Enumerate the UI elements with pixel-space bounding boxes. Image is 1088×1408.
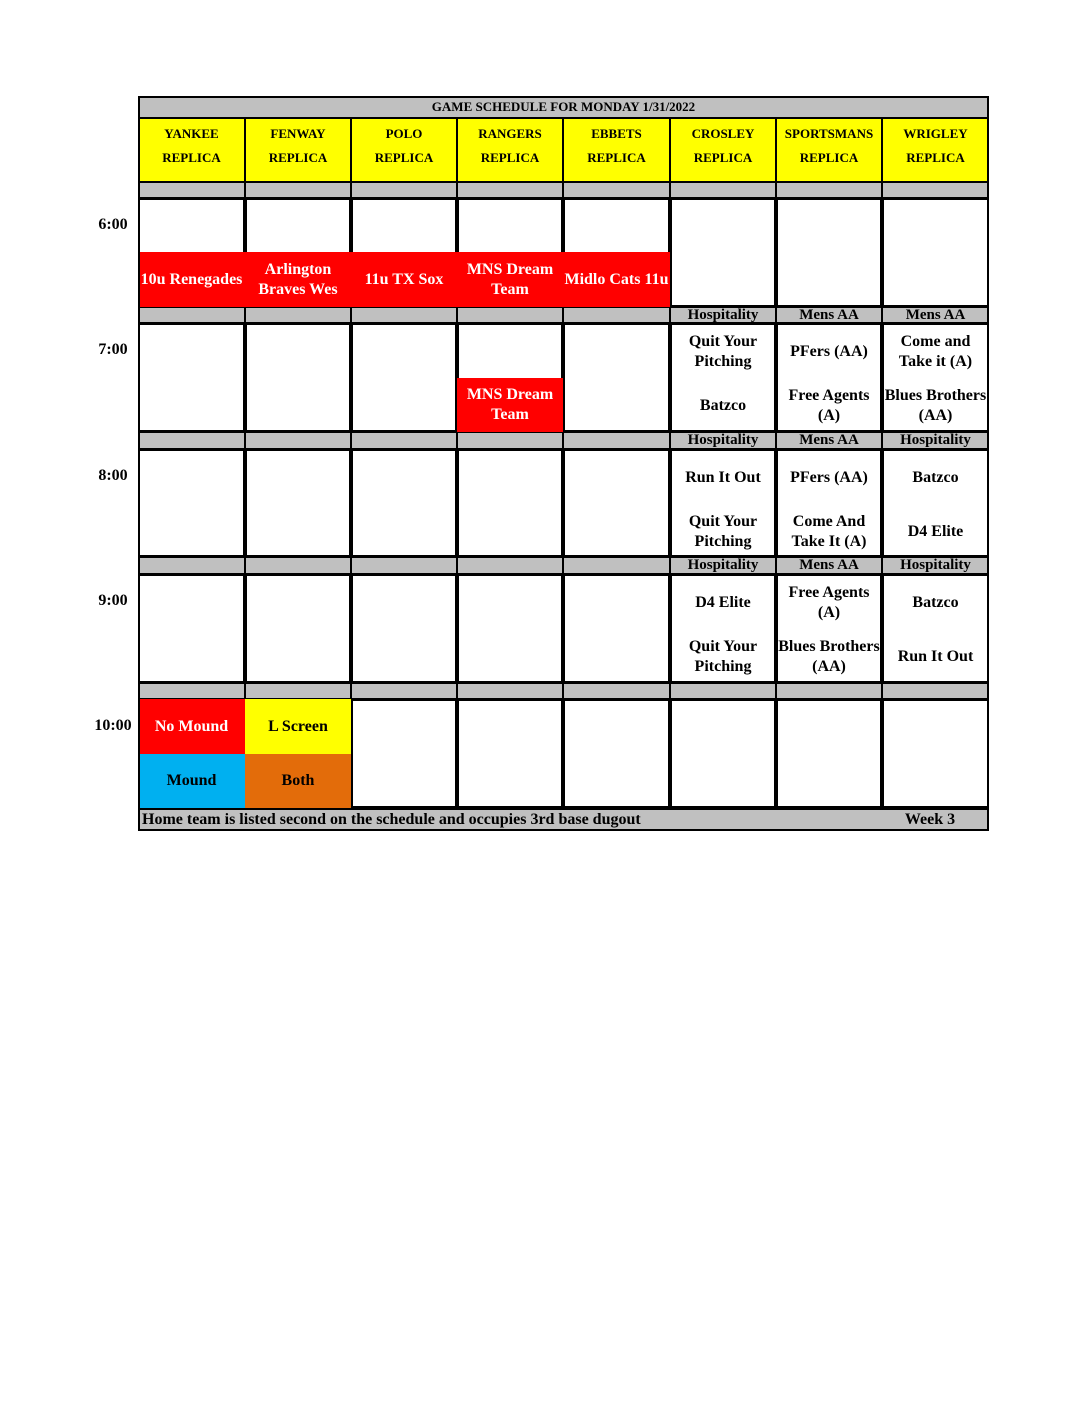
team-name: Quit Your Pitching [688, 333, 758, 370]
field-sub: REPLICA [906, 150, 965, 165]
outer-border [138, 96, 989, 831]
team-name: Run It Out [685, 469, 761, 486]
schedule-title: GAME SCHEDULE FOR MONDAY 1/31/2022 [431, 99, 696, 114]
field-sub: REPLICA [799, 150, 859, 165]
time-label: 10:00 [94, 717, 132, 734]
time-label: 8:00 [98, 467, 128, 484]
team-name: Batzco [912, 594, 959, 611]
division-label: Hospitality [687, 432, 759, 448]
legend-mound-label: Mound [166, 772, 217, 789]
team-name: Come and Take it (A) [898, 333, 973, 370]
field-sub: REPLICA [374, 150, 434, 165]
team-name: Free Agents (A) [788, 387, 870, 424]
time-label: 6:00 [98, 216, 128, 233]
team-name: 10u Renegades [140, 270, 243, 288]
team-name: Batzco [912, 469, 959, 486]
field-sub: REPLICA [480, 150, 540, 165]
division-label: Mens AA [799, 432, 859, 448]
team-name: MNS Dream Team [466, 260, 554, 298]
team-name: Run It Out [897, 648, 974, 665]
division-label: Hospitality [900, 432, 971, 448]
field-name: SPORTSMANS [784, 126, 874, 141]
team-name: PFers (AA) [790, 343, 868, 360]
team-name: Blues Brothers (AA) [778, 638, 880, 675]
team-name: Free Agents (A) [788, 584, 870, 621]
team-name: Quit Your Pitching [688, 638, 758, 675]
field-name: CROSLEY [691, 126, 755, 141]
time-label: 7:00 [98, 341, 128, 358]
team-name: PFers (AA) [790, 469, 868, 486]
division-label: Hospitality [687, 307, 759, 323]
week-label: Week 3 [904, 810, 956, 828]
team-name: 11u TX Sox [364, 270, 444, 288]
team-name: Midlo Cats 11u [564, 270, 669, 288]
field-sub: REPLICA [693, 150, 753, 165]
team-name: Blues Brothers (AA) [884, 387, 987, 424]
field-sub: REPLICA [268, 150, 328, 165]
legend-l-screen-label: L Screen [268, 717, 328, 735]
field-name: YANKEE [164, 126, 219, 141]
division-label: Hospitality [687, 557, 759, 573]
division-label: Mens AA [799, 307, 859, 323]
team-name: D4 Elite [907, 523, 964, 540]
field-sub: REPLICA [587, 150, 646, 165]
field-name: FENWAY [270, 126, 326, 141]
field-name: RANGERS [478, 126, 542, 141]
legend-no-mound-label: No Mound [154, 717, 229, 735]
team-name: D4 Elite [695, 594, 751, 611]
team-name: Arlington Braves Wes [258, 260, 338, 298]
team-name: Come And Take It (A) [791, 513, 867, 550]
division-label: Mens AA [799, 557, 859, 573]
division-label: Mens AA [905, 307, 966, 323]
footer-note: Home team is listed second on the schedule and occupies 3rd base dugout [142, 810, 641, 828]
division-label: Hospitality [900, 557, 971, 573]
field-name: EBBETS [591, 126, 642, 141]
legend-both-label: Both [281, 772, 315, 789]
field-name: WRIGLEY [903, 126, 968, 141]
field-name: POLO [385, 126, 423, 141]
team-name: Quit Your Pitching [688, 513, 758, 550]
team-name: Batzco [699, 397, 747, 414]
team-name: MNS Dream Team [466, 386, 554, 423]
field-sub: REPLICA [162, 150, 221, 165]
time-label: 9:00 [98, 592, 128, 609]
